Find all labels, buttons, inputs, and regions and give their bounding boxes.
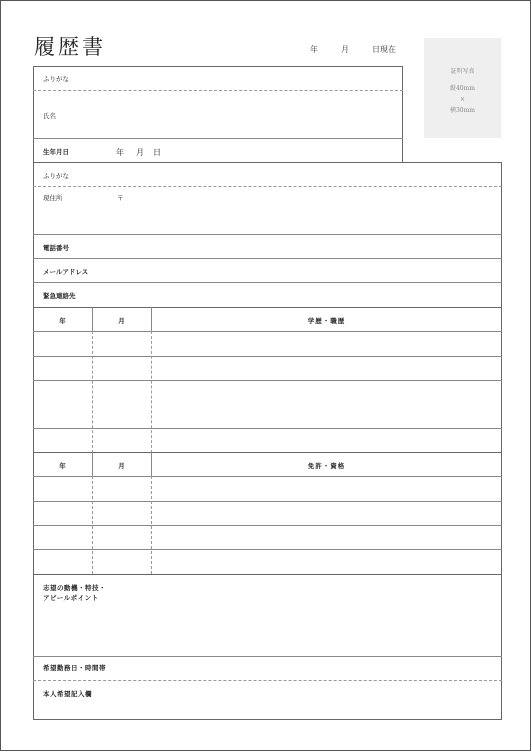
- address-furigana-label: ふりがな: [43, 172, 69, 180]
- hours-divider: [33, 680, 502, 681]
- date-month-label: 月: [341, 45, 349, 54]
- birthdate-label: 生年月日: [43, 148, 69, 156]
- history-month-header: 月: [118, 317, 125, 325]
- license-month-header: 月: [118, 462, 125, 470]
- date-year-label: 年: [310, 45, 318, 54]
- license-col-divider: [92, 476, 93, 574]
- bottom-section: [33, 574, 502, 720]
- address-furigana-divider: [33, 186, 502, 187]
- name-label: 氏名: [43, 112, 56, 120]
- motivation-label-line2: アピールポイント: [43, 594, 99, 602]
- license-table: [33, 452, 502, 575]
- email-label: メールアドレス: [43, 268, 89, 276]
- license-content-header: 免許・資格: [307, 462, 346, 470]
- history-year-header: 年: [59, 317, 66, 325]
- license-row-divider: [33, 525, 502, 526]
- contact-section: [33, 162, 502, 308]
- history-row-divider: [33, 356, 502, 357]
- furigana-label: ふりがな: [43, 75, 69, 83]
- address-label: 現住所: [43, 194, 63, 202]
- history-col-divider: [92, 331, 93, 453]
- phone-divider: [33, 258, 502, 259]
- license-col-divider: [151, 476, 152, 574]
- history-header-divider: [33, 331, 502, 332]
- motivation-label-line1: 志望の動機・特技・: [43, 584, 106, 592]
- name-divider: [33, 138, 403, 139]
- furigana-divider: [33, 90, 403, 91]
- birth-month-label: 月: [136, 148, 144, 157]
- photo-width: 横30mm: [449, 107, 475, 114]
- photo-title: 証明写真: [450, 68, 475, 75]
- license-header-divider: [33, 476, 502, 477]
- license-row-divider: [33, 501, 502, 502]
- emergency-contact-label: 緊急連絡先: [43, 292, 76, 300]
- birth-day-label: 日: [153, 148, 161, 157]
- birth-year-label: 年: [116, 148, 124, 157]
- postal-mark: 〒: [117, 194, 124, 202]
- personal-request-label: 本人希望記入欄: [43, 690, 92, 698]
- history-row-divider: [33, 380, 502, 381]
- page-title: 履歴書: [34, 35, 106, 59]
- photo-placeholder[interactable]: [424, 38, 501, 138]
- history-row-divider: [33, 428, 502, 429]
- license-row-divider: [33, 549, 502, 550]
- address-divider: [33, 234, 502, 235]
- history-content-header: 学歴・職歴: [307, 317, 346, 325]
- license-year-header: 年: [59, 462, 66, 470]
- motivation-divider: [33, 656, 502, 657]
- personal-section: [33, 66, 403, 163]
- preferred-hours-label: 希望勤務日・時間帯: [43, 664, 106, 672]
- email-divider: [33, 282, 502, 283]
- photo-times: ×: [459, 96, 466, 103]
- phone-label: 電話番号: [43, 244, 69, 252]
- date-day-label: 日現在: [372, 45, 396, 54]
- history-col-divider: [151, 331, 152, 453]
- photo-height: 縦40mm: [449, 85, 475, 92]
